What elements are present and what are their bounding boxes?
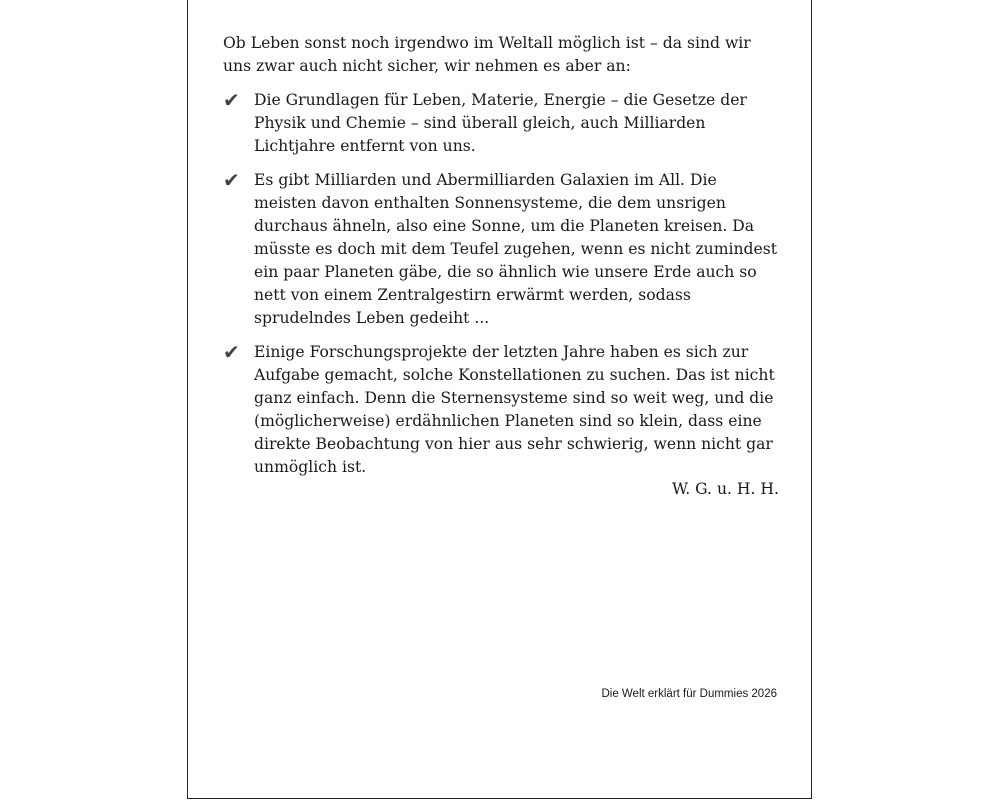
bullet-item xyxy=(223,169,779,330)
bullet-item xyxy=(223,341,779,479)
bullet-text: Einige Forschungsprojekte der letzten Jahre haben es sich zur Aufgabe gemacht, solche Konstellationen zu suchen. Das ist nicht ganz einfach. Denn die Sternensysteme sind so weit weg, und die (möglicherweise) erdähnlichen Planeten sind so klein, dass eine direkte Beobachtung von hier aus sehr schwierig, wenn nicht gar unmöglich ist. xyxy=(254,343,775,476)
bullet-text: Es gibt Milliarden und Abermilliarden Galaxien im All. Die meisten davon enthalten Sonnensysteme, die dem unsrigen durchaus ähneln, also eine Sonne, um die Planeten kreisen. Da müsste es doch mit dem Teufel zugehen, wenn es nicht zumindest ein paar Planeten gäbe, die so ähnlich wie unsere Erde auch so nett von einem Zentralgestirn erwärmt werden, sodass sprudelndes Leben gedeiht ... xyxy=(254,171,778,327)
page-content xyxy=(223,32,779,501)
checkmark-icon: ✔ xyxy=(223,340,240,364)
intro-paragraph: Ob Leben sonst noch irgendwo im Weltall möglich ist – da sind wir uns zwar auch nicht sicher, wir nehmen es aber an: xyxy=(223,34,751,75)
checkmark-icon: ✔ xyxy=(223,168,240,192)
author-signature: W. G. u. H. H. xyxy=(671,480,779,498)
checkmark-icon: ✔ xyxy=(223,88,240,112)
page-footer: Die Welt erklärt für Dummies 2026 xyxy=(601,688,777,700)
calendar-page xyxy=(187,0,812,799)
bullet-text: Die Grundlagen für Leben, Materie, Energie – die Gesetze der Physik und Chemie – sind überall gleich, auch Milliarden Lichtjahre entfernt von uns. xyxy=(254,91,747,155)
bullet-item xyxy=(223,89,779,158)
